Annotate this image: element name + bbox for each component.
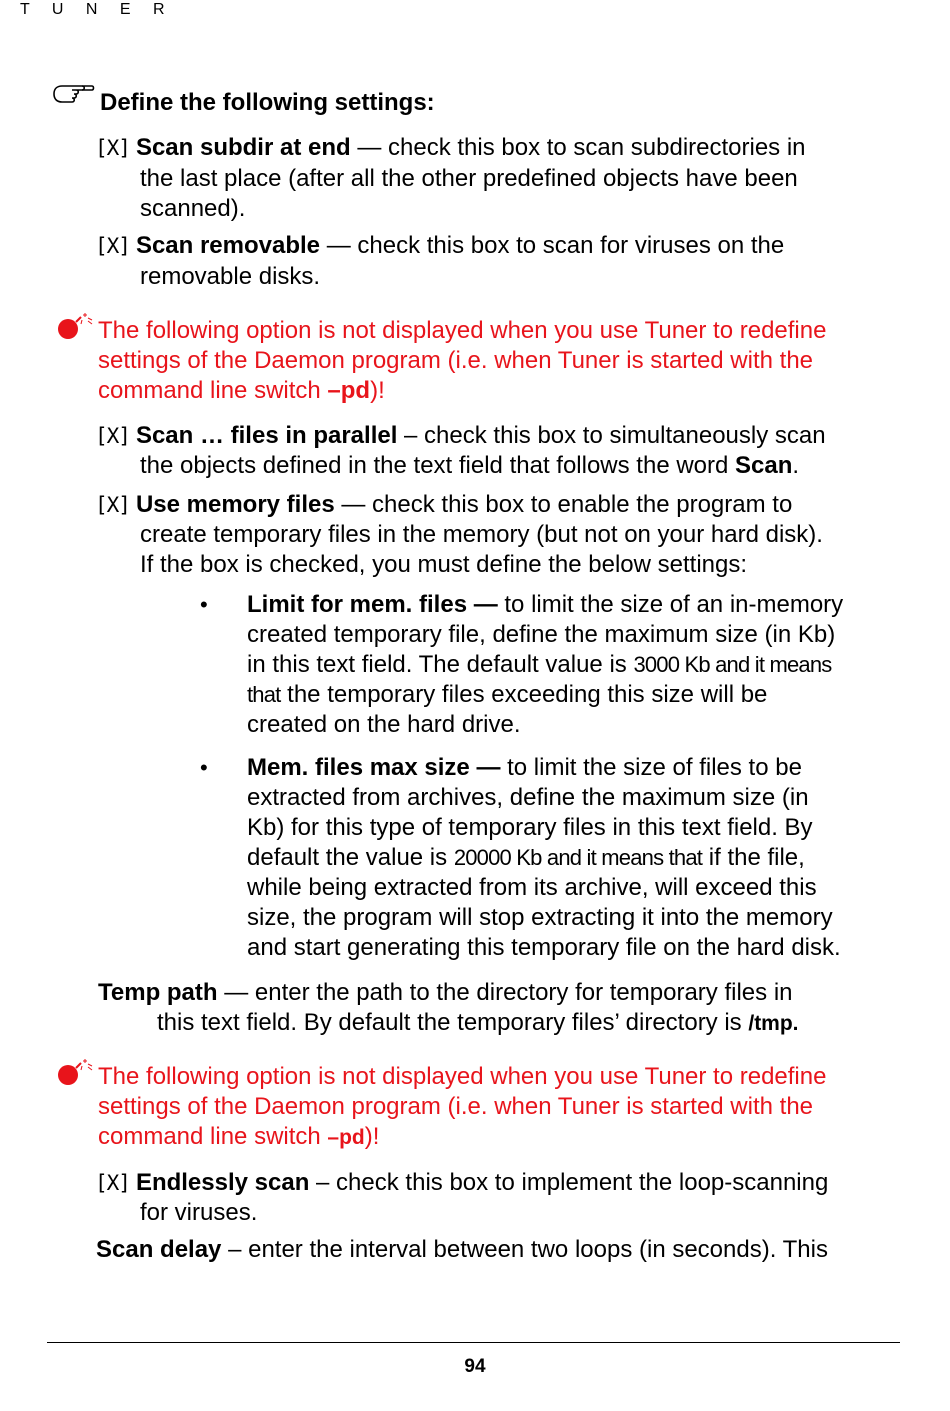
desc-line: Kb) for this type of temporary files in this text field. By [247, 814, 813, 841]
desc-line: in this text field. The default value is 3000 Kb and it means [247, 651, 832, 678]
checkbox-endless-scan[interactable]: [X] [95, 1171, 130, 1195]
term: Scan subdir at end [135, 134, 351, 161]
endless-scan-item: [X] Endlessly scan – check this box to implement the loop-scanning [95, 1169, 829, 1196]
checkbox-scan-subdir[interactable]: [X] [95, 136, 130, 160]
pointing-hand-icon [52, 78, 96, 108]
term: Use memory files [135, 491, 335, 518]
bullet-icon: • [200, 755, 208, 780]
desc-line: created on the hard drive. [247, 711, 521, 738]
term: Scan removable [135, 232, 321, 259]
scan-subdir-item: [X] Scan subdir at end — check this box to scan subdirectories in [95, 134, 806, 161]
desc-line: the last place (after all the other predefined objects have been [140, 165, 798, 192]
note-line: settings of the Daemon program (i.e. when Tuner is started with the [98, 1093, 814, 1120]
mem-max-item: Mem. files max size — to limit the size of files to be [247, 754, 802, 781]
note-line: The following option is not displayed when you use Tuner to redefine [98, 1063, 827, 1090]
checkbox-scan-removable[interactable]: [X] [95, 234, 130, 258]
desc-line: size, the program will stop extracting it into the memory [247, 904, 833, 931]
desc-line: the objects defined in the text field that follows the word Scan. [140, 452, 800, 479]
desc-line: while being extracted from its archive, will exceed this [247, 874, 817, 901]
desc-line: and start generating this temporary file on the hard disk. [247, 934, 841, 961]
note-line: command line switch –pd)! [98, 377, 385, 404]
checkbox-use-memory[interactable]: [X] [95, 493, 130, 517]
running-header: T U N E R [20, 1, 174, 18]
checkbox-scan-parallel[interactable]: [X] [95, 424, 130, 448]
desc-line: default the value is 20000 Kb and it means that if the file, [247, 844, 805, 871]
limit-mem-item: Limit for mem. files — to limit the size of an in-memory [247, 591, 844, 618]
temp-path-item: Temp path — enter the path to the directory for temporary files in [98, 979, 793, 1006]
desc-line: created temporary file, define the maximum size (in Kb) [247, 621, 836, 648]
desc-line: for viruses. [140, 1199, 258, 1226]
page-number: 94 [464, 1356, 486, 1377]
desc-line: that the temporary files exceeding this size will be [247, 681, 768, 708]
desc-line: this text field. By default the temporary files’ directory is /tmp. [157, 1009, 799, 1036]
note-line: The following option is not displayed when you use Tuner to redefine [98, 317, 827, 344]
desc-line: create temporary files in the memory (but not on your hard disk). [140, 521, 823, 548]
footer-rule [47, 1342, 900, 1343]
note-line: settings of the Daemon program (i.e. when Tuner is started with the [98, 347, 814, 374]
scan-parallel-item: [X] Scan … files in parallel – check this box to simultaneously scan [95, 422, 826, 449]
note-line: command line switch –pd)! [98, 1123, 380, 1150]
term: Endlessly scan [135, 1169, 310, 1196]
desc-line: If the box is checked, you must define the below settings: [140, 551, 748, 578]
bomb-warning-icon [55, 1058, 95, 1088]
bullet-icon: • [200, 592, 208, 617]
desc-line: removable disks. [140, 263, 321, 290]
scan-removable-item: [X] Scan removable — check this box to scan for viruses on the [95, 232, 785, 259]
term: Scan … files in parallel [135, 422, 398, 449]
intro-heading: Define the following settings: [100, 89, 435, 116]
use-memory-item: [X] Use memory files — check this box to enable the program to [95, 491, 793, 518]
desc-line: scanned). [140, 195, 246, 222]
desc-line: extracted from archives, define the maximum size (in [247, 784, 809, 811]
scan-delay-item: Scan delay – enter the interval between two loops (in seconds). This [96, 1236, 828, 1263]
bomb-warning-icon [55, 312, 95, 342]
